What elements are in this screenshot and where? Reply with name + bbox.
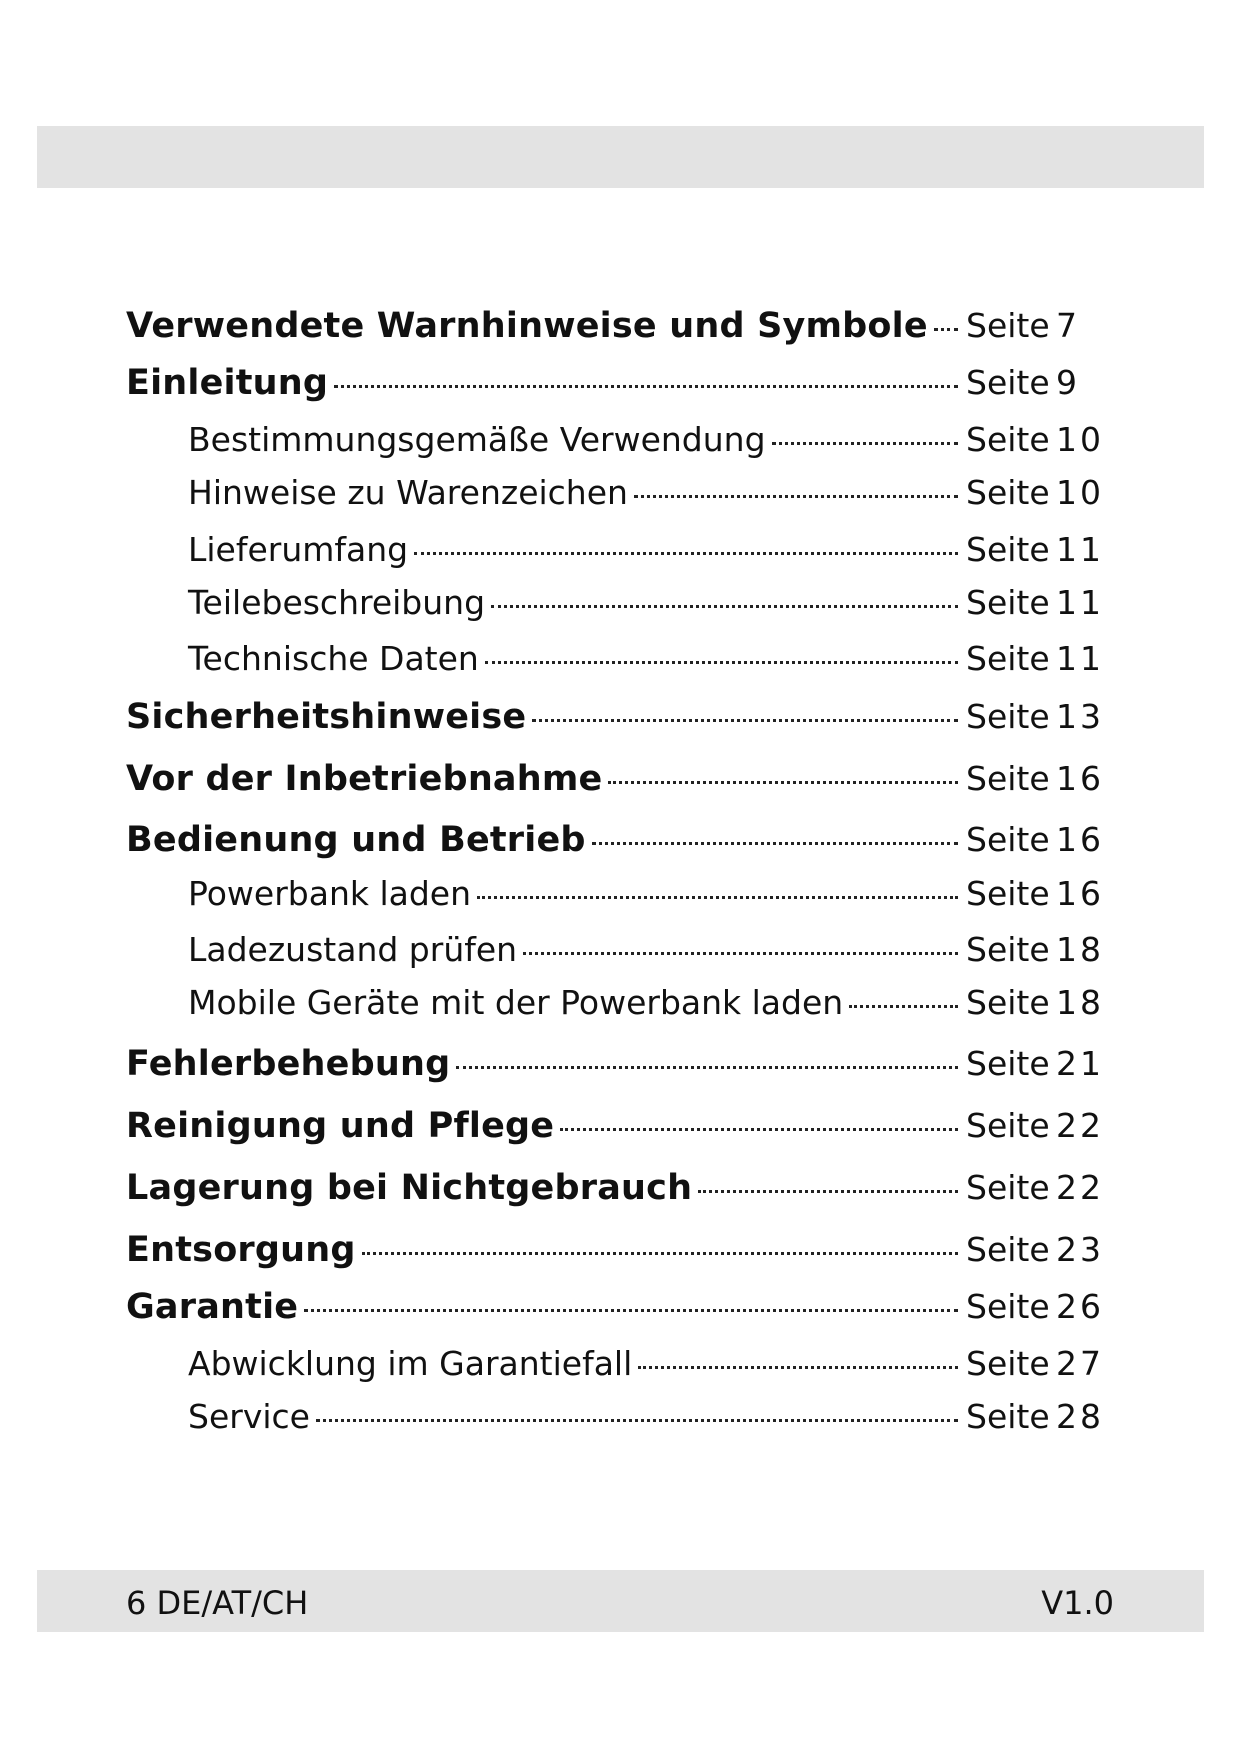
toc-page-label: Seite <box>966 363 1050 402</box>
toc-dot-leader <box>362 1252 958 1255</box>
toc-page-label: Seite <box>966 1106 1050 1145</box>
toc-page-number: 26 <box>1056 1287 1104 1326</box>
toc-page-number: 22 <box>1056 1168 1104 1207</box>
toc-page-number: 18 <box>1056 930 1104 969</box>
toc-page-label: Seite <box>966 820 1050 859</box>
toc-entry-title: Bestimmungsgemäße Verwendung <box>188 420 766 459</box>
toc-entry[interactable] <box>188 1397 1126 1447</box>
toc-entry-title: Abwicklung im Garantiefall <box>188 1344 633 1383</box>
toc-dot-leader <box>523 952 958 955</box>
toc-page-label: Seite <box>966 1344 1050 1383</box>
footer-bar <box>37 1570 1204 1632</box>
toc-entry[interactable] <box>126 820 1126 870</box>
toc-entry[interactable] <box>126 697 1126 747</box>
toc-dot-leader <box>849 1005 958 1008</box>
toc-page-number: 28 <box>1056 1397 1104 1436</box>
toc-page-label: Seite <box>966 1168 1050 1207</box>
toc-entry[interactable] <box>188 874 1126 924</box>
toc-page-label: Seite <box>966 1230 1050 1269</box>
toc-entry[interactable] <box>126 1044 1126 1094</box>
toc-dot-leader <box>638 1366 958 1369</box>
toc-entry-title: Vor der Inbetriebnahme <box>126 759 603 799</box>
toc-page-number: 23 <box>1056 1230 1104 1269</box>
toc-entry[interactable] <box>126 1287 1126 1337</box>
toc-entry-title: Einleitung <box>126 363 329 403</box>
toc-entry[interactable] <box>126 759 1126 809</box>
toc-page-label: Seite <box>966 983 1050 1022</box>
toc-entry-title: Mobile Geräte mit der Powerbank laden <box>188 983 844 1022</box>
toc-page-label: Seite <box>966 583 1050 622</box>
toc-page-number: 7 <box>1056 306 1080 345</box>
toc-dot-leader <box>456 1066 958 1069</box>
toc-entry-title: Entsorgung <box>126 1230 356 1270</box>
toc-page-number: 27 <box>1056 1344 1104 1383</box>
toc-dot-leader <box>698 1190 958 1193</box>
toc-entry-title: Hinweise zu Warenzeichen <box>188 473 628 512</box>
toc-entry-title: Teilebeschreibung <box>188 583 486 622</box>
toc-page-number: 21 <box>1056 1044 1104 1083</box>
toc-dot-leader <box>477 896 958 899</box>
toc-page-label: Seite <box>966 420 1050 459</box>
toc-page-number: 16 <box>1056 759 1104 798</box>
toc-entry-title: Verwendete Warnhinweise und Symbole <box>126 306 928 346</box>
toc-page-number: 16 <box>1056 820 1104 859</box>
toc-dot-leader <box>634 495 958 498</box>
version-label: V1.0 <box>1041 1584 1114 1622</box>
toc-entry[interactable] <box>188 420 1126 470</box>
toc-page-number: 18 <box>1056 983 1104 1022</box>
toc-page-number: 22 <box>1056 1106 1104 1145</box>
toc-page-label: Seite <box>966 473 1050 512</box>
toc-entry-title: Lieferumfang <box>188 530 409 569</box>
toc-entry[interactable] <box>126 1230 1126 1280</box>
toc-page-label: Seite <box>966 306 1050 345</box>
toc-entry-title: Bedienung und Betrieb <box>126 820 586 860</box>
toc-page-label: Seite <box>966 530 1050 569</box>
toc-page-label: Seite <box>966 697 1050 736</box>
toc-entry[interactable] <box>188 639 1126 689</box>
toc-entry-title: Lagerung bei Nichtgebrauch <box>126 1168 693 1208</box>
toc-dot-leader <box>485 661 958 664</box>
toc-page-label: Seite <box>966 1397 1050 1436</box>
toc-page-label: Seite <box>966 874 1050 913</box>
toc-entry-title: Fehlerbehebung <box>126 1044 451 1084</box>
toc-dot-leader <box>334 385 958 388</box>
toc-dot-leader <box>304 1309 958 1312</box>
page-number-locale: 6 DE/AT/CH <box>126 1584 309 1622</box>
toc-entry-title: Technische Daten <box>188 639 479 678</box>
toc-entry[interactable] <box>188 1344 1126 1394</box>
toc-page-label: Seite <box>966 639 1050 678</box>
toc-entry-title: Reinigung und Pflege <box>126 1106 555 1146</box>
toc-page-number: 11 <box>1056 530 1104 569</box>
toc-entry[interactable] <box>126 1168 1126 1218</box>
toc-entry[interactable] <box>188 473 1126 523</box>
toc-page-number: 9 <box>1056 363 1080 402</box>
toc-dot-leader <box>414 552 958 555</box>
toc-dot-leader <box>532 719 958 722</box>
toc-entry[interactable] <box>126 306 1126 356</box>
toc-page-number: 16 <box>1056 874 1104 913</box>
toc-entry-title: Sicherheitshinweise <box>126 697 527 737</box>
toc-entry-title: Garantie <box>126 1287 299 1327</box>
toc-page-number: 10 <box>1056 420 1104 459</box>
toc-dot-leader <box>592 842 958 845</box>
toc-dot-leader <box>316 1419 958 1422</box>
toc-entry[interactable] <box>188 530 1126 580</box>
toc-entry[interactable] <box>188 930 1126 980</box>
toc-entry[interactable] <box>188 583 1126 633</box>
toc-entry-title: Powerbank laden <box>188 874 472 913</box>
toc-entry[interactable] <box>126 1106 1126 1156</box>
toc-entry[interactable] <box>126 363 1126 413</box>
toc-page-number: 11 <box>1056 583 1104 622</box>
toc-dot-leader <box>560 1128 958 1131</box>
toc-entry-title: Ladezustand prüfen <box>188 930 518 969</box>
toc-page-label: Seite <box>966 930 1050 969</box>
toc-entry[interactable] <box>188 983 1126 1033</box>
toc-dot-leader <box>608 781 958 784</box>
toc-page-number: 11 <box>1056 639 1104 678</box>
toc-dot-leader <box>772 442 958 445</box>
toc-page-label: Seite <box>966 1044 1050 1083</box>
toc-page-label: Seite <box>966 1287 1050 1326</box>
toc-entry-title: Service <box>188 1397 310 1436</box>
toc-dot-leader <box>491 605 958 608</box>
toc-dot-leader <box>934 328 958 331</box>
toc-page-number: 10 <box>1056 473 1104 512</box>
toc-page-number: 13 <box>1056 697 1104 736</box>
toc-page-label: Seite <box>966 759 1050 798</box>
